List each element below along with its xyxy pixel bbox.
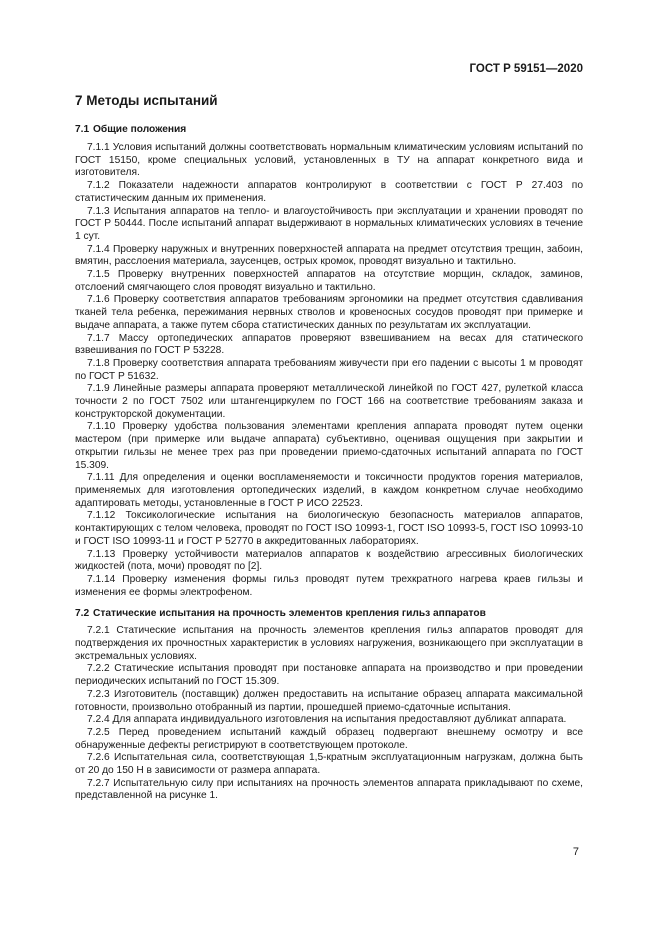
paragraph: 7.2.7 Испытательную силу при испытаниях на прочность элементов аппарата прикладывают по схеме, представленной на рисунке 1. <box>75 777 583 802</box>
paragraph: 7.1.5 Проверку внутренних поверхностей аппаратов на отсутствие морщин, складок, заминов, отслоений смягчающего слоя проводят визуально и тактильно. <box>75 269 583 293</box>
paragraph: 7.1.12 Токсикологические испытания на биологическую безопасность материалов аппаратов, контактирующих с телом человека, проводят по ГОСТ ISO 10993-1, ГОСТ ISO 10993-5, ГОСТ ISO 10993-10 и ГОСТ ISO 10993-11 и ГОСТ Р 52770 в аккредитованных лабораториях. <box>75 510 583 547</box>
paragraph: 7.2.4 Для аппарата индивидуального изготовления на испытания предоставляют дубликат аппарата. <box>87 714 567 726</box>
page-content <box>75 93 583 803</box>
subsection-7-2-body <box>75 625 583 803</box>
paragraph: 7.1.11 Для определения и оценки воспламеняемости и токсичности продуктов горения материалов, применяемых для изготовления ортопедических изделий, в каждом конкретном случае необходимо адаптировать методы, установленные в ГОСТ Р ИСО 22523. <box>75 472 583 509</box>
paragraph: 7.1.2 Показатели надежности аппаратов контролируют в соответствии с ГОСТ Р 27.403 по статистическим данным их применения. <box>75 180 583 204</box>
paragraph: 7.1.14 Проверку изменения формы гильз проводят путем трехкратного нагрева краев гильзы и изменения ее формы электрофеном. <box>75 573 583 598</box>
subsection-heading-7-1 <box>75 123 583 136</box>
subsection-title: Общие положения <box>93 124 187 135</box>
paragraph: 7.2.5 Перед проведением испытаний каждый образец подвергают внешнему осмотру и все обнаруженные дефекты регистрируют в соответствующем протоколе. <box>75 726 583 751</box>
section-title: Методы испытаний <box>86 93 218 108</box>
document-header: ГОСТ Р 59151—2020 <box>469 63 583 75</box>
paragraph: 7.2.2 Статические испытания проводят при постановке аппарата на производство и при проведении периодических испытаний по ГОСТ 15.309. <box>75 663 583 688</box>
page-number: 7 <box>572 846 579 858</box>
paragraph: 7.2.6 Испытательная сила, соответствующая 1,5-кратным эксплуатационным нагрузкам, должна быть от 20 до 150 Н в зависимости от размера аппарата. <box>75 752 583 777</box>
section-number: 7 <box>75 93 83 108</box>
subsection-number: 7.1 <box>75 124 90 135</box>
subsection-number: 7.2 <box>75 608 90 620</box>
subsection-heading-7-2 <box>75 607 583 620</box>
paragraph: 7.1.3 Испытания аппаратов на тепло- и влагоустойчивость при эксплуатации и хранении проводят по ГОСТ Р 50444. После испытаний аппарат выдерживают в нормальных климатических условиях в течение 1 сут. <box>75 205 583 242</box>
paragraph: 7.1.8 Проверку соответствия аппарата требованиям живучести при его падении с высоты 1 м проводят по ГОСТ Р 51632. <box>75 357 583 382</box>
subsection-title: Статические испытания на прочность элементов крепления гильз аппаратов <box>93 608 486 620</box>
section-heading <box>75 93 583 109</box>
paragraph: 7.1.4 Проверку наружных и внутренних поверхностей аппарата на предмет отсутствия трещин, забоин, вмятин, расслоения материала, заусенцев, острых кромок, проводят визуально и тактильно. <box>75 243 583 268</box>
paragraph: 7.1.1 Условия испытаний должны соответствовать нормальным климатическим условиям испытаний по ГОСТ 15150, кроме специальных условий, установленных в ТУ на аппарат конкретного вида и изготовителя. <box>75 142 583 179</box>
paragraph: 7.1.9 Линейные размеры аппарата проверяют металлической линейкой по ГОСТ 427, рулеткой класса точности 2 по ГОСТ 7502 или штангенциркулем по ГОСТ 166 на соответствие требованиям заказа и конструкторской документации. <box>75 383 583 420</box>
paragraph: 7.2.1 Статические испытания на прочность элементов крепления гильз аппаратов проводят для подтверждения их прочностных характеристик в условиях нагружения, возникающего при эксплуатации в экстремальных условиях. <box>75 625 583 662</box>
paragraph: 7.1.10 Проверку удобства пользования элементами крепления аппарата проводят путем оценки мастером (при примерке или выдаче аппарата) субъективно, оценивая ощущения при закрытии и открытии гильзы не менее трех раз при проведении приемо-сдаточных испытаний аппарата по ГОСТ 15.309. <box>75 421 583 471</box>
paragraph: 7.1.13 Проверку устойчивости материалов аппаратов к воздействию агрессивных биологических жидкостей (пота, мочи) проводят по [2]. <box>75 548 583 573</box>
paragraph: 7.1.7 Массу ортопедических аппаратов проверяют взвешиванием на весах для статического взвешивания по ГОСТ Р 53228. <box>75 332 583 357</box>
paragraph: 7.1.6 Проверку соответствия аппаратов требованиям эргономики на предмет отсутствия сдавливания тканей тела ребенка, пережимания нервных стволов и кровеносных сосудов проводят при примерке и выдаче аппарата, а также путем сбора статистических данных по результатам их эксплуатации. <box>75 294 583 331</box>
paragraph: 7.2.3 Изготовитель (поставщик) должен предоставить на испытание образец аппарата максимальной готовности, произвольно отобранный из партии, прошедшей приемо-сдаточные испытания. <box>75 688 583 713</box>
subsection-7-1-body <box>75 142 583 599</box>
